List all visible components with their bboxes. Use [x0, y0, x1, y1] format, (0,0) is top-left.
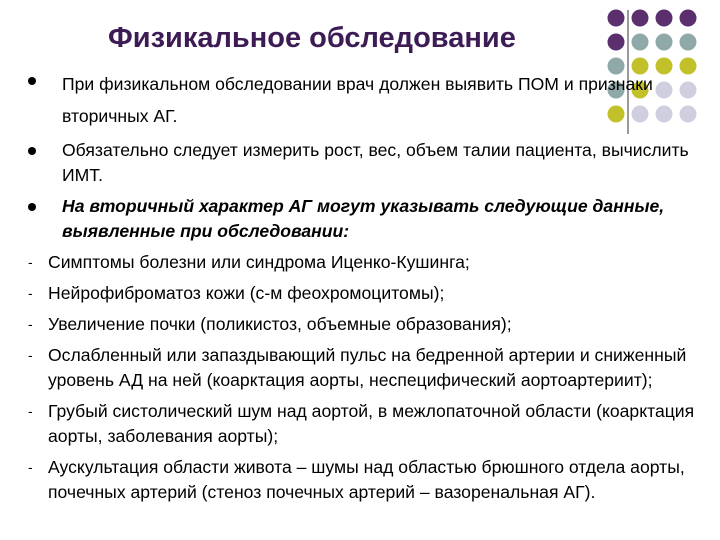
decorative-dot — [680, 34, 697, 51]
list-item — [26, 343, 706, 393]
decorative-dot — [632, 34, 649, 51]
slide-content — [26, 68, 706, 511]
bullet-text: При физикальном обследовании врач должен выявить ПОМ и признаки вторичных АГ. — [62, 74, 653, 126]
decorative-dot — [608, 10, 625, 27]
decorative-dot — [608, 34, 625, 51]
dash-marker: - — [28, 285, 33, 301]
list-item — [26, 250, 706, 275]
decorative-dot — [656, 10, 673, 27]
dash-marker: - — [28, 316, 33, 332]
bullet-item — [26, 68, 706, 132]
slide-title: Физикальное обследование — [108, 22, 516, 54]
list-item — [26, 399, 706, 449]
list-item — [26, 312, 706, 337]
dash-marker: - — [28, 459, 33, 475]
bullet-item-emphasized — [26, 194, 706, 244]
dash-marker: - — [28, 403, 33, 419]
list-item-text: Нейрофиброматоз кожи (с-м феохромоцитомы); — [48, 283, 445, 303]
bullet-text: На вторичный характер АГ могут указывать следующие данные, выявленные при обследовании: — [62, 196, 665, 241]
list-item-text: Увеличение почки (поликистоз, объемные образования); — [48, 314, 512, 334]
dash-marker: - — [28, 347, 33, 363]
bullet-dot-icon — [28, 77, 36, 85]
bullet-dot-icon — [28, 203, 36, 211]
decorative-dot — [680, 10, 697, 27]
list-item — [26, 281, 706, 306]
bullet-item — [26, 138, 706, 188]
decorative-dot — [632, 10, 649, 27]
list-item — [26, 455, 706, 505]
dash-marker: - — [28, 254, 33, 270]
bullet-text: Обязательно следует измерить рост, вес, объем талии пациента, вычислить ИМТ. — [62, 140, 689, 185]
list-item-text: Грубый систолический шум над аортой, в межлопаточной области (коарктация аорты, заболевания аорты); — [48, 401, 695, 446]
list-item-text: Симптомы болезни или синдрома Иценко-Кушинга; — [48, 252, 470, 272]
list-item-text: Ослабленный или запаздывающий пульс на бедренной артерии и сниженный уровень АД на ней (коарктация аорты, неспецифический аортоартериит); — [48, 345, 687, 390]
bullet-dot-icon — [28, 147, 36, 155]
list-item-text: Аускультация области живота – шумы над областью брюшного отдела аорты, почечных артерий (стеноз почечных артерий – вазоренальная АГ). — [48, 457, 685, 502]
decorative-dot — [656, 34, 673, 51]
